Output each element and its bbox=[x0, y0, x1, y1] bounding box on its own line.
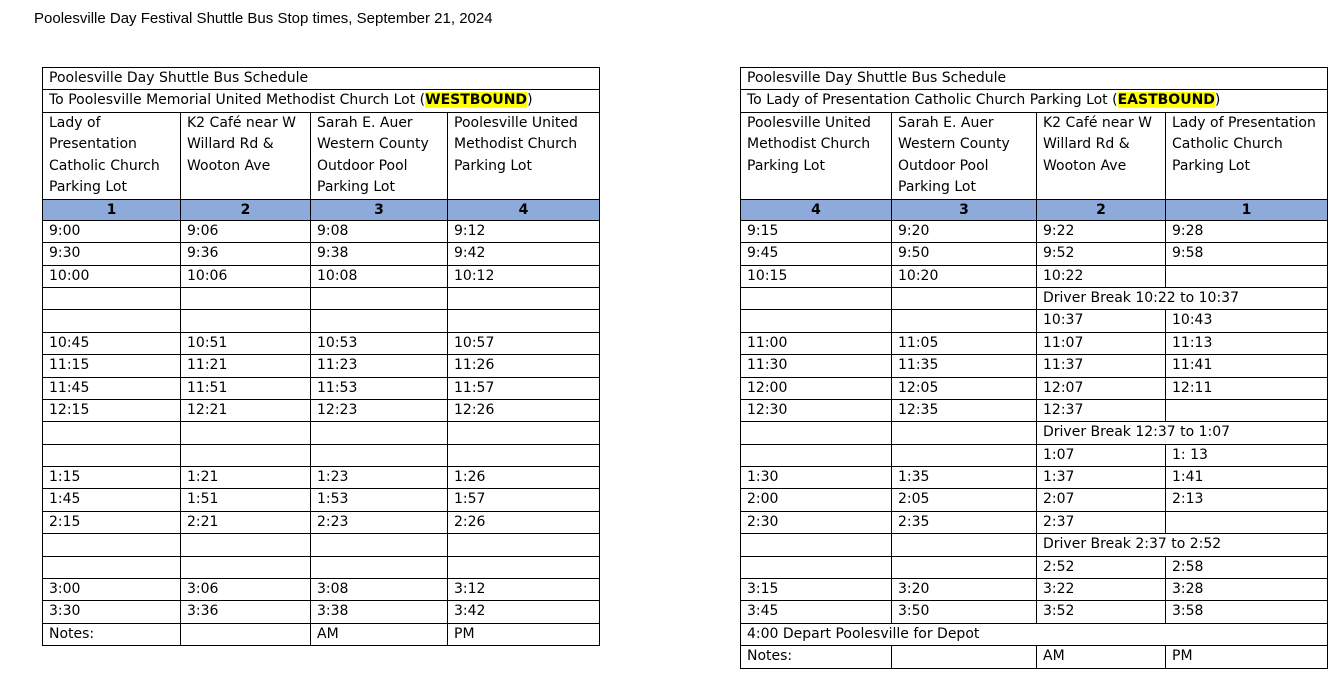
time-cell: 11:07 bbox=[1037, 332, 1166, 354]
stop-header: Sarah E. Auer Western County Outdoor Pool Parking Lot bbox=[892, 112, 1037, 199]
stop-number: 4 bbox=[448, 199, 600, 220]
empty-cell bbox=[741, 287, 892, 309]
stop-header-row bbox=[741, 112, 1328, 199]
stop-number: 1 bbox=[43, 199, 181, 220]
stop-number: 1 bbox=[1166, 199, 1328, 220]
time-cell: 9:22 bbox=[1037, 220, 1166, 242]
time-cell: 10:22 bbox=[1037, 265, 1166, 287]
time-cell bbox=[448, 422, 600, 444]
notes-cell: PM bbox=[1166, 646, 1328, 668]
stop-number: 2 bbox=[1037, 199, 1166, 220]
time-cell bbox=[311, 287, 448, 309]
time-cell: 1:57 bbox=[448, 489, 600, 511]
time-cell: 12:23 bbox=[311, 399, 448, 421]
time-cell: 11:53 bbox=[311, 377, 448, 399]
table-row bbox=[43, 467, 600, 489]
time-cell bbox=[448, 287, 600, 309]
time-cell bbox=[1166, 265, 1328, 287]
time-cell: 11:15 bbox=[43, 355, 181, 377]
time-cell: 9:45 bbox=[741, 243, 892, 265]
table-row bbox=[741, 444, 1328, 466]
time-cell: 12:37 bbox=[1037, 399, 1166, 421]
time-cell: 1:41 bbox=[1166, 467, 1328, 489]
time-cell: 1:15 bbox=[43, 467, 181, 489]
empty-cell bbox=[741, 422, 892, 444]
stop-number: 2 bbox=[181, 199, 311, 220]
table-row bbox=[43, 422, 600, 444]
stop-header: Lady of Presentation Catholic Church Parking Lot bbox=[43, 112, 181, 199]
time-cell bbox=[181, 534, 311, 556]
time-cell: 11:45 bbox=[43, 377, 181, 399]
time-cell: 9:42 bbox=[448, 243, 600, 265]
time-cell: 2:15 bbox=[43, 511, 181, 533]
time-cell: 10:00 bbox=[43, 265, 181, 287]
time-cell: 3:15 bbox=[741, 579, 892, 601]
time-cell bbox=[311, 556, 448, 578]
time-cell bbox=[448, 444, 600, 466]
time-cell bbox=[741, 444, 892, 466]
table-row bbox=[43, 601, 600, 623]
time-cell bbox=[892, 556, 1037, 578]
time-cell: 3:22 bbox=[1037, 579, 1166, 601]
time-cell bbox=[43, 422, 181, 444]
schedule-title: Poolesville Day Shuttle Bus Schedule bbox=[741, 68, 1328, 90]
empty-cell bbox=[892, 534, 1037, 556]
time-cell: 12:21 bbox=[181, 399, 311, 421]
time-cell: 1: 13 bbox=[1166, 444, 1328, 466]
table-row bbox=[43, 579, 600, 601]
time-cell: 3:00 bbox=[43, 579, 181, 601]
time-cell bbox=[1166, 511, 1328, 533]
page-title: Poolesville Day Festival Shuttle Bus Stop times, September 21, 2024 bbox=[34, 10, 493, 27]
table-row bbox=[741, 265, 1328, 287]
eastbound-schedule-table bbox=[740, 67, 1328, 669]
time-cell: 2:30 bbox=[741, 511, 892, 533]
time-cell: 9:15 bbox=[741, 220, 892, 242]
table-row bbox=[741, 511, 1328, 533]
time-cell: 11:05 bbox=[892, 332, 1037, 354]
time-cell: 12:11 bbox=[1166, 377, 1328, 399]
time-cell: 10:57 bbox=[448, 332, 600, 354]
time-cell bbox=[311, 422, 448, 444]
time-cell bbox=[181, 310, 311, 332]
time-cell: 11:21 bbox=[181, 355, 311, 377]
time-cell: 3:38 bbox=[311, 601, 448, 623]
time-cell: 10:08 bbox=[311, 265, 448, 287]
destination-close: ) bbox=[527, 92, 533, 109]
time-cell: 9:38 bbox=[311, 243, 448, 265]
depart-note: 4:00 Depart Poolesville for Depot bbox=[741, 623, 1328, 645]
schedule-title: Poolesville Day Shuttle Bus Schedule bbox=[43, 68, 600, 90]
time-cell bbox=[43, 534, 181, 556]
destination-title bbox=[43, 90, 600, 112]
time-cell: 3:08 bbox=[311, 579, 448, 601]
stop-header: K2 Café near W Willard Rd & Wooton Ave bbox=[181, 112, 311, 199]
stop-number-row bbox=[741, 199, 1328, 220]
title-row bbox=[43, 68, 600, 90]
time-cell bbox=[741, 556, 892, 578]
time-cell: 11:35 bbox=[892, 355, 1037, 377]
time-cell: 10:06 bbox=[181, 265, 311, 287]
time-cell: 11:26 bbox=[448, 355, 600, 377]
time-cell: 2:23 bbox=[311, 511, 448, 533]
notes-cell bbox=[892, 646, 1037, 668]
title-row bbox=[741, 68, 1328, 90]
time-cell: 2:07 bbox=[1037, 489, 1166, 511]
time-cell: 12:26 bbox=[448, 399, 600, 421]
time-cell: 3:50 bbox=[892, 601, 1037, 623]
time-cell: 11:00 bbox=[741, 332, 892, 354]
time-cell: 11:23 bbox=[311, 355, 448, 377]
time-cell: 12:05 bbox=[892, 377, 1037, 399]
time-cell bbox=[1166, 399, 1328, 421]
stop-header: Lady of Presentation Catholic Church Parking Lot bbox=[1166, 112, 1328, 199]
time-cell: 9:06 bbox=[181, 220, 311, 242]
time-cell: 10:12 bbox=[448, 265, 600, 287]
time-cell: 12:07 bbox=[1037, 377, 1166, 399]
time-cell: 2:35 bbox=[892, 511, 1037, 533]
stop-header: K2 Café near W Willard Rd & Wooton Ave bbox=[1037, 112, 1166, 199]
table-row bbox=[741, 489, 1328, 511]
time-cell bbox=[43, 444, 181, 466]
time-cell bbox=[892, 310, 1037, 332]
stop-header: Poolesville United Methodist Church Parking Lot bbox=[448, 112, 600, 199]
time-cell bbox=[181, 444, 311, 466]
time-cell: 1:53 bbox=[311, 489, 448, 511]
notes-cell: AM bbox=[1037, 646, 1166, 668]
time-cell bbox=[741, 310, 892, 332]
empty-cell bbox=[741, 534, 892, 556]
time-cell: 3:52 bbox=[1037, 601, 1166, 623]
time-cell: 2:00 bbox=[741, 489, 892, 511]
destination-text: To Poolesville Memorial United Methodist Church Lot ( bbox=[49, 92, 426, 109]
table-row bbox=[741, 399, 1328, 421]
driver-break-cell: Driver Break 10:22 to 10:37 bbox=[1037, 287, 1328, 309]
destination-title bbox=[741, 90, 1328, 112]
time-cell bbox=[181, 287, 311, 309]
table-row bbox=[741, 287, 1328, 309]
notes-cell: Notes: bbox=[741, 646, 892, 668]
table-row bbox=[741, 579, 1328, 601]
time-cell bbox=[43, 287, 181, 309]
westbound-schedule-table bbox=[42, 67, 600, 646]
stop-number-row bbox=[43, 199, 600, 220]
time-cell: 9:36 bbox=[181, 243, 311, 265]
table-row bbox=[741, 467, 1328, 489]
notes-cell: AM bbox=[311, 623, 448, 645]
table-row bbox=[741, 355, 1328, 377]
time-cell: 1:45 bbox=[43, 489, 181, 511]
time-cell bbox=[181, 422, 311, 444]
time-cell: 9:52 bbox=[1037, 243, 1166, 265]
time-cell: 3:12 bbox=[448, 579, 600, 601]
notes-cell bbox=[181, 623, 311, 645]
time-cell: 3:30 bbox=[43, 601, 181, 623]
table-row bbox=[741, 601, 1328, 623]
time-cell: 1:07 bbox=[1037, 444, 1166, 466]
table-row bbox=[43, 534, 600, 556]
time-cell: 11:13 bbox=[1166, 332, 1328, 354]
time-cell: 3:42 bbox=[448, 601, 600, 623]
time-cell: 12:15 bbox=[43, 399, 181, 421]
time-cell: 2:21 bbox=[181, 511, 311, 533]
time-cell: 2:13 bbox=[1166, 489, 1328, 511]
time-cell: 10:15 bbox=[741, 265, 892, 287]
time-cell: 3:20 bbox=[892, 579, 1037, 601]
time-cell: 11:57 bbox=[448, 377, 600, 399]
time-cell: 9:00 bbox=[43, 220, 181, 242]
stop-number: 3 bbox=[892, 199, 1037, 220]
time-cell: 9:50 bbox=[892, 243, 1037, 265]
table-row bbox=[741, 534, 1328, 556]
time-cell: 3:58 bbox=[1166, 601, 1328, 623]
destination-row bbox=[741, 90, 1328, 112]
table-row bbox=[43, 332, 600, 354]
table-row bbox=[741, 556, 1328, 578]
table-row bbox=[741, 332, 1328, 354]
destination-row bbox=[43, 90, 600, 112]
time-cell: 12:30 bbox=[741, 399, 892, 421]
stop-header: Poolesville United Methodist Church Parking Lot bbox=[741, 112, 892, 199]
notes-row bbox=[741, 646, 1328, 668]
time-cell: 1:37 bbox=[1037, 467, 1166, 489]
notes-row bbox=[43, 623, 600, 645]
time-cell: 9:12 bbox=[448, 220, 600, 242]
notes-cell: PM bbox=[448, 623, 600, 645]
time-cell: 11:30 bbox=[741, 355, 892, 377]
time-cell: 2:37 bbox=[1037, 511, 1166, 533]
table-row bbox=[741, 377, 1328, 399]
table-row bbox=[43, 377, 600, 399]
driver-break-cell: Driver Break 12:37 to 1:07 bbox=[1037, 422, 1328, 444]
time-cell: 11:51 bbox=[181, 377, 311, 399]
time-cell: 10:20 bbox=[892, 265, 1037, 287]
empty-cell bbox=[892, 422, 1037, 444]
time-cell bbox=[448, 310, 600, 332]
table-row bbox=[43, 399, 600, 421]
stop-number: 3 bbox=[311, 199, 448, 220]
time-cell: 2:52 bbox=[1037, 556, 1166, 578]
table-row bbox=[43, 444, 600, 466]
time-cell: 1:26 bbox=[448, 467, 600, 489]
time-cell bbox=[892, 444, 1037, 466]
table-row bbox=[43, 265, 600, 287]
table-row bbox=[43, 220, 600, 242]
table-row bbox=[741, 310, 1328, 332]
time-cell bbox=[311, 534, 448, 556]
stop-header-row bbox=[43, 112, 600, 199]
time-cell bbox=[311, 444, 448, 466]
table-row bbox=[741, 422, 1328, 444]
table-row bbox=[741, 243, 1328, 265]
time-cell: 2:05 bbox=[892, 489, 1037, 511]
table-row bbox=[43, 556, 600, 578]
time-cell bbox=[448, 534, 600, 556]
time-cell: 10:53 bbox=[311, 332, 448, 354]
time-cell: 9:30 bbox=[43, 243, 181, 265]
table-row bbox=[43, 287, 600, 309]
destination-text: To Lady of Presentation Catholic Church Parking Lot ( bbox=[747, 92, 1118, 109]
table-row bbox=[43, 310, 600, 332]
stop-header: Sarah E. Auer Western County Outdoor Pool Parking Lot bbox=[311, 112, 448, 199]
time-cell: 2:26 bbox=[448, 511, 600, 533]
time-cell: 1:51 bbox=[181, 489, 311, 511]
direction-highlight: EASTBOUND bbox=[1117, 92, 1215, 109]
time-cell: 3:28 bbox=[1166, 579, 1328, 601]
time-cell bbox=[43, 310, 181, 332]
time-cell: 3:06 bbox=[181, 579, 311, 601]
table-row bbox=[741, 220, 1328, 242]
time-cell: 10:37 bbox=[1037, 310, 1166, 332]
time-cell bbox=[181, 556, 311, 578]
time-cell: 9:28 bbox=[1166, 220, 1328, 242]
table-row bbox=[43, 355, 600, 377]
time-cell: 11:37 bbox=[1037, 355, 1166, 377]
time-cell: 3:36 bbox=[181, 601, 311, 623]
direction-highlight: WESTBOUND bbox=[425, 92, 528, 109]
time-cell: 3:45 bbox=[741, 601, 892, 623]
time-cell: 9:20 bbox=[892, 220, 1037, 242]
time-cell: 11:41 bbox=[1166, 355, 1328, 377]
depart-row bbox=[741, 623, 1328, 645]
time-cell: 1:23 bbox=[311, 467, 448, 489]
time-cell: 12:35 bbox=[892, 399, 1037, 421]
time-cell: 1:35 bbox=[892, 467, 1037, 489]
notes-cell: Notes: bbox=[43, 623, 181, 645]
destination-close: ) bbox=[1214, 92, 1221, 109]
table-row bbox=[43, 243, 600, 265]
table-row bbox=[43, 489, 600, 511]
time-cell: 10:51 bbox=[181, 332, 311, 354]
driver-break-cell: Driver Break 2:37 to 2:52 bbox=[1037, 534, 1328, 556]
time-cell: 10:43 bbox=[1166, 310, 1328, 332]
stop-number: 4 bbox=[741, 199, 892, 220]
time-cell bbox=[448, 556, 600, 578]
time-cell: 1:21 bbox=[181, 467, 311, 489]
time-cell: 1:30 bbox=[741, 467, 892, 489]
time-cell: 9:58 bbox=[1166, 243, 1328, 265]
time-cell bbox=[43, 556, 181, 578]
table-row bbox=[43, 511, 600, 533]
time-cell: 10:45 bbox=[43, 332, 181, 354]
time-cell: 12:00 bbox=[741, 377, 892, 399]
empty-cell bbox=[892, 287, 1037, 309]
time-cell: 2:58 bbox=[1166, 556, 1328, 578]
time-cell bbox=[311, 310, 448, 332]
time-cell: 9:08 bbox=[311, 220, 448, 242]
